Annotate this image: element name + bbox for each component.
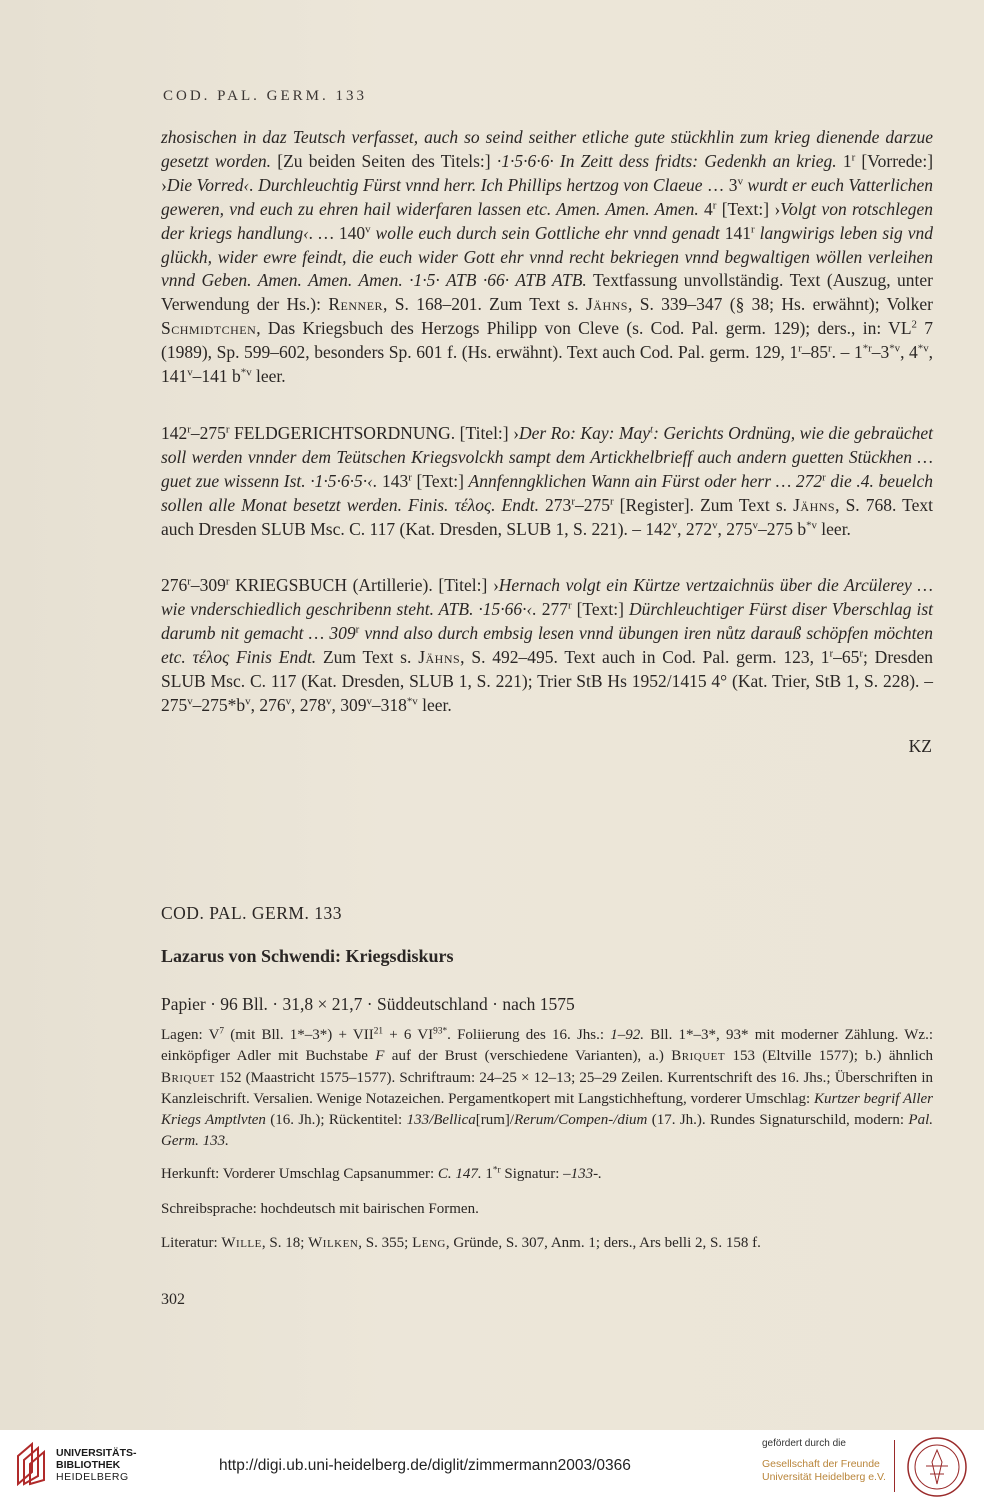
- text: [Text:]: [411, 470, 469, 491]
- text: (17. Jh.). Rundes Signaturschild, modern:: [647, 1112, 909, 1129]
- text: Literatur:: [161, 1235, 222, 1251]
- text: (16. Jh.); Rückentitel:: [265, 1112, 407, 1129]
- sup: r: [187, 423, 191, 436]
- text: Hernach volgt ein Kürtze vertzaichnüs über die Arcülerey … wie vnderschiedlich geschribenn steht. ATB. ·15·66·‹.: [161, 575, 933, 619]
- sup: *v: [406, 695, 418, 708]
- text: 153 (Eltville 1577); b.) ähnlich: [725, 1048, 933, 1065]
- text: –309: [190, 575, 226, 595]
- text: Lagen: V: [161, 1027, 220, 1043]
- text: 143: [377, 470, 409, 491]
- sup: r: [859, 647, 864, 660]
- text: Der Ro: Kay: May: [518, 423, 651, 443]
- text: [Register]. Zum Text s.: [613, 494, 794, 515]
- library-name-line: BIBLIOTHEK: [56, 1459, 121, 1471]
- text: , 278: [291, 694, 327, 715]
- sup: r: [225, 575, 230, 588]
- entry-kriegsbuch: [161, 574, 933, 717]
- library-name-line: HEIDELBERG: [56, 1471, 129, 1483]
- text: [Vorrede:] ›: [161, 150, 934, 195]
- text: C. 147.: [437, 1166, 482, 1182]
- text: + 6 VI: [383, 1027, 434, 1043]
- section-heading: Lazarus von Schwendi: Kriegsdiskurs: [161, 946, 454, 966]
- sup: *v: [806, 519, 817, 532]
- text: FELDGERICHTSORDNUNG. [Titel:] ›: [229, 423, 519, 443]
- text: , 4: [900, 342, 918, 363]
- sponsor-name: [762, 1458, 886, 1484]
- permalink-url[interactable]: http://digi.ub.uni-heidelberg.de/diglit/zimmermann2003/0366: [219, 1457, 631, 1474]
- sup: 2: [911, 318, 917, 331]
- text: Rerum/Compen-/dium: [514, 1112, 648, 1129]
- text: 277: [536, 598, 568, 619]
- sup: r: [187, 575, 191, 588]
- text: (mit Bll. 1*–3*) + VII: [224, 1027, 374, 1043]
- text: ·1·5·6·6· In Zeitt dess fridts: Gedenkh an krieg.: [496, 150, 837, 171]
- text: Dürchleuchtiger Fürst diser Vberschlag ist darumb nit gemacht … 309: [161, 598, 934, 643]
- text: Annfenngklichen Wann ain Fürst oder herr … 272: [468, 470, 823, 491]
- text: , 309: [331, 694, 367, 715]
- text: , S. 492–495. Text auch in Cod. Pal. germ. 123, 1: [460, 646, 830, 667]
- sup: v: [366, 695, 372, 708]
- text: leer.: [816, 518, 851, 539]
- sup: v: [752, 519, 758, 532]
- text: –133-.: [563, 1166, 602, 1182]
- text: Zum Text s.: [316, 646, 419, 667]
- sup: v: [737, 175, 743, 188]
- text: [Zu beiden Seiten des Titels:]: [271, 150, 497, 171]
- text: –65: [833, 646, 860, 667]
- text: 1: [481, 1166, 493, 1182]
- text: , S. 339–347 (§ 38; Hs. erwähnt); Volker: [627, 294, 933, 315]
- library-name: [56, 1447, 137, 1483]
- text: –141 b: [192, 366, 241, 387]
- text: 276: [161, 575, 188, 595]
- text: . – 1: [831, 342, 863, 363]
- digitization-footer: [0, 1430, 984, 1502]
- text: , S. 355;: [358, 1235, 413, 1251]
- text: , S. 768. Text auch Dresden SLUB Msc. C. 117 (Kat. Dresden, SLUB 1, S. 221). – 142: [161, 494, 934, 539]
- text: : Gerichts Ordnüng, wie die gebraüchet soll werden vnnder dem Teütschen Kriegsvolckh sampt dem Artickhelbrieff auch andern guetten Stückhen … guet zue wissenn Ist. ·1·5·6·5·‹.: [161, 423, 933, 491]
- text: wolle euch durch sein Gottliche ehr vnnd genadt: [370, 222, 720, 243]
- author-name: Renner: [328, 294, 384, 315]
- text: langwirigs leben sig vnd glückh, wider ewre feindt, die euch wider Gott ehr vnnd recht bekriegen vnnd begwaltigen wöllen verleihen vnnd Geben. Amen. Amen. Amen. ·1·5· ATB ·66· ATB ATB.: [161, 222, 934, 291]
- text: , 276: [250, 694, 286, 715]
- library-logo-icon: [16, 1442, 50, 1486]
- sup: r: [568, 599, 572, 612]
- text: 4: [698, 198, 713, 219]
- sup: v: [712, 519, 718, 532]
- author-name: Wille: [221, 1235, 262, 1251]
- text: 273: [538, 494, 572, 515]
- sup: v: [326, 695, 332, 708]
- text: Herkunft: Vorderer Umschlag Capsanummer:: [161, 1166, 438, 1182]
- text: auf der Brust (verschiedene Varianten), a.): [384, 1048, 672, 1065]
- text: 1: [836, 150, 852, 171]
- sup: r: [822, 471, 826, 484]
- sup: r: [828, 342, 832, 355]
- text: [Text:]: [571, 598, 629, 619]
- section-meta: Papier · 96 Bll. · 31,8 × 21,7 · Süddeutschland · nach 1575: [161, 994, 575, 1014]
- sup: 21: [373, 1026, 384, 1037]
- entry-feldbuch: [161, 126, 933, 389]
- text: , Das Kriegsbuch des Herzogs Philipp von Cleve (s. Cod. Pal. germ. 129); ders., in: VL: [256, 318, 912, 339]
- sup: r: [798, 342, 802, 355]
- sup: r: [225, 423, 230, 436]
- text: , S. 18;: [261, 1235, 309, 1251]
- author-name: Leng: [412, 1235, 446, 1251]
- text: , 275: [717, 518, 753, 539]
- text: Bll. 1*–3*, 93* mit moderner Zählung. Wz.: einköpfiger Adler mit Buchstabe: [161, 1027, 933, 1065]
- sup: *r: [862, 342, 872, 355]
- text: leer.: [251, 366, 286, 387]
- entry-feldgerichtsordnung: [161, 422, 933, 542]
- text: ; Dresden SLUB Msc. C. 117 (Kat. Dresden, SLUB 1, S. 221); Trier StB Hs 1952/1415 4° (Kat. Trier, StB 1, S. 228). – 275: [161, 646, 933, 715]
- sup: v: [187, 366, 193, 379]
- text: KRIEGSBUCH (Artillerie). [Titel:] ›: [229, 575, 499, 595]
- sup: r: [408, 471, 412, 484]
- text: Pal. Germ. 133.: [161, 1112, 934, 1150]
- sup: r: [355, 623, 360, 636]
- text: 133/Bellica: [406, 1112, 476, 1129]
- text: Die Vorred‹. Durchleuchtig Fürst vnnd herr. Ich Phillips hertzog von Claeue: [166, 174, 703, 195]
- text: . Foliierung des 16. Jhs.:: [447, 1027, 611, 1043]
- text: –85: [801, 342, 829, 363]
- sup: *r: [492, 1165, 501, 1176]
- running-head: COD. PAL. GERM. 133: [163, 88, 367, 104]
- sup: r: [851, 151, 856, 164]
- herkunft-line: [161, 1164, 933, 1185]
- sup: *v: [917, 342, 929, 355]
- text: Volgt von rotschlegen der kriegs handlung‹. …: [161, 198, 933, 243]
- text: [rum]/: [475, 1112, 515, 1129]
- university-seal-icon: [906, 1436, 968, 1498]
- sup: *v: [240, 366, 252, 379]
- literatur-line: [161, 1233, 933, 1254]
- author-name: Schmidtchen: [161, 318, 257, 339]
- text: [Text:] ›: [716, 198, 781, 219]
- lagen-description: [161, 1025, 933, 1153]
- text: , S. 168–201. Zum Text s.: [383, 294, 586, 315]
- author-name: Briquet: [161, 1069, 215, 1086]
- text: , 272: [677, 518, 713, 539]
- sup: v: [671, 519, 678, 532]
- sup: v: [365, 223, 371, 236]
- text: vnnd also durch embsig lesen vnnd übungen iren nůtz darauß schöpfen möchten etc. τέλος Finis Endt.: [161, 622, 933, 667]
- text: , Gründe, S. 307, Anm. 1; ders., Ars belli 2, S. 158 f.: [445, 1235, 761, 1251]
- text: 141: [719, 222, 752, 243]
- sup: r: [712, 199, 717, 212]
- text: Kurtzer begrif Aller Kriegs Amptlvten: [161, 1090, 933, 1129]
- text: … 3: [702, 174, 738, 195]
- text: leer.: [417, 694, 452, 715]
- sup: t: [650, 423, 654, 436]
- author-name: Jähns: [418, 646, 461, 667]
- text: –275: [190, 423, 226, 443]
- author-initials: KZ: [908, 736, 932, 756]
- text: 1–92.: [610, 1027, 645, 1043]
- text: –275: [574, 494, 610, 515]
- author-name: Jähns: [586, 294, 628, 315]
- text: wurdt er euch Vatterlichen geweren, vnd euch zu ehren hail widerfaren lassen etc. Amen. Amen. Amen.: [161, 174, 933, 219]
- sup: r: [609, 495, 614, 508]
- sup: v: [285, 695, 292, 708]
- sup: 93*: [433, 1026, 448, 1037]
- sup: v: [187, 695, 193, 708]
- sponsor-name-line: Universität Heidelberg e.V.: [762, 1471, 886, 1483]
- page-number: 302: [161, 1291, 185, 1308]
- text: F: [375, 1048, 385, 1065]
- author-name: Briquet: [671, 1048, 726, 1065]
- text: die .4. beuelch sollen alle Monat besetzt werden. Finis. τέλος. Endt.: [161, 470, 933, 515]
- footer-divider: [894, 1440, 895, 1492]
- text: –3: [871, 342, 890, 363]
- sup: r: [751, 223, 755, 236]
- text: zhosischen in daz Teutsch verfasset, auch so seind seither etliche gute stückhlin zum krieg dienende darzue gesetzt worden.: [161, 127, 933, 171]
- schreibsprache-line: Schreibsprache: hochdeutsch mit bairischen Formen.: [161, 1201, 479, 1217]
- sponsor-label: gefördert durch die: [762, 1438, 846, 1449]
- library-name-line: UNIVERSITÄTS-: [56, 1447, 137, 1459]
- text: 7 (1989), Sp. 599–602, besonders Sp. 601 f. (Hs. erwähnt). Text auch Cod. Pal. germ. 129, 1: [161, 318, 934, 363]
- sup: v: [245, 695, 251, 708]
- text: 142: [161, 423, 188, 443]
- sup: r: [571, 495, 575, 508]
- text: , 141: [161, 342, 934, 387]
- text: –318: [371, 694, 407, 715]
- sponsor-name-line: Gesellschaft der Freunde: [762, 1458, 880, 1470]
- text: 140: [333, 222, 366, 243]
- section-shelfmark: COD. PAL. GERM. 133: [161, 903, 342, 923]
- text: Signatur:: [500, 1166, 564, 1182]
- text: –275*b: [192, 694, 246, 715]
- sup: *v: [889, 342, 901, 355]
- sup: r: [829, 647, 834, 660]
- author-name: Jähns: [793, 494, 836, 515]
- text: –275 b: [757, 518, 807, 539]
- text: 152 (Maastricht 1575–1577). Schriftraum: 24–25 × 12–13; 25–29 Zeilen. Kurrentschrift des 16. Jhs.; Überschriften in Kanzleischrift. Versalien. Wenige Notazeichen. Pergamentkopert mit Langstichheftung, vorderer Umschlag:: [161, 1069, 933, 1107]
- sup: 7: [219, 1026, 225, 1037]
- author-name: Wilken: [308, 1235, 359, 1251]
- text: Textfassung unvollständig. Text (Auszug, unter Verwendung der Hs.):: [161, 270, 934, 315]
